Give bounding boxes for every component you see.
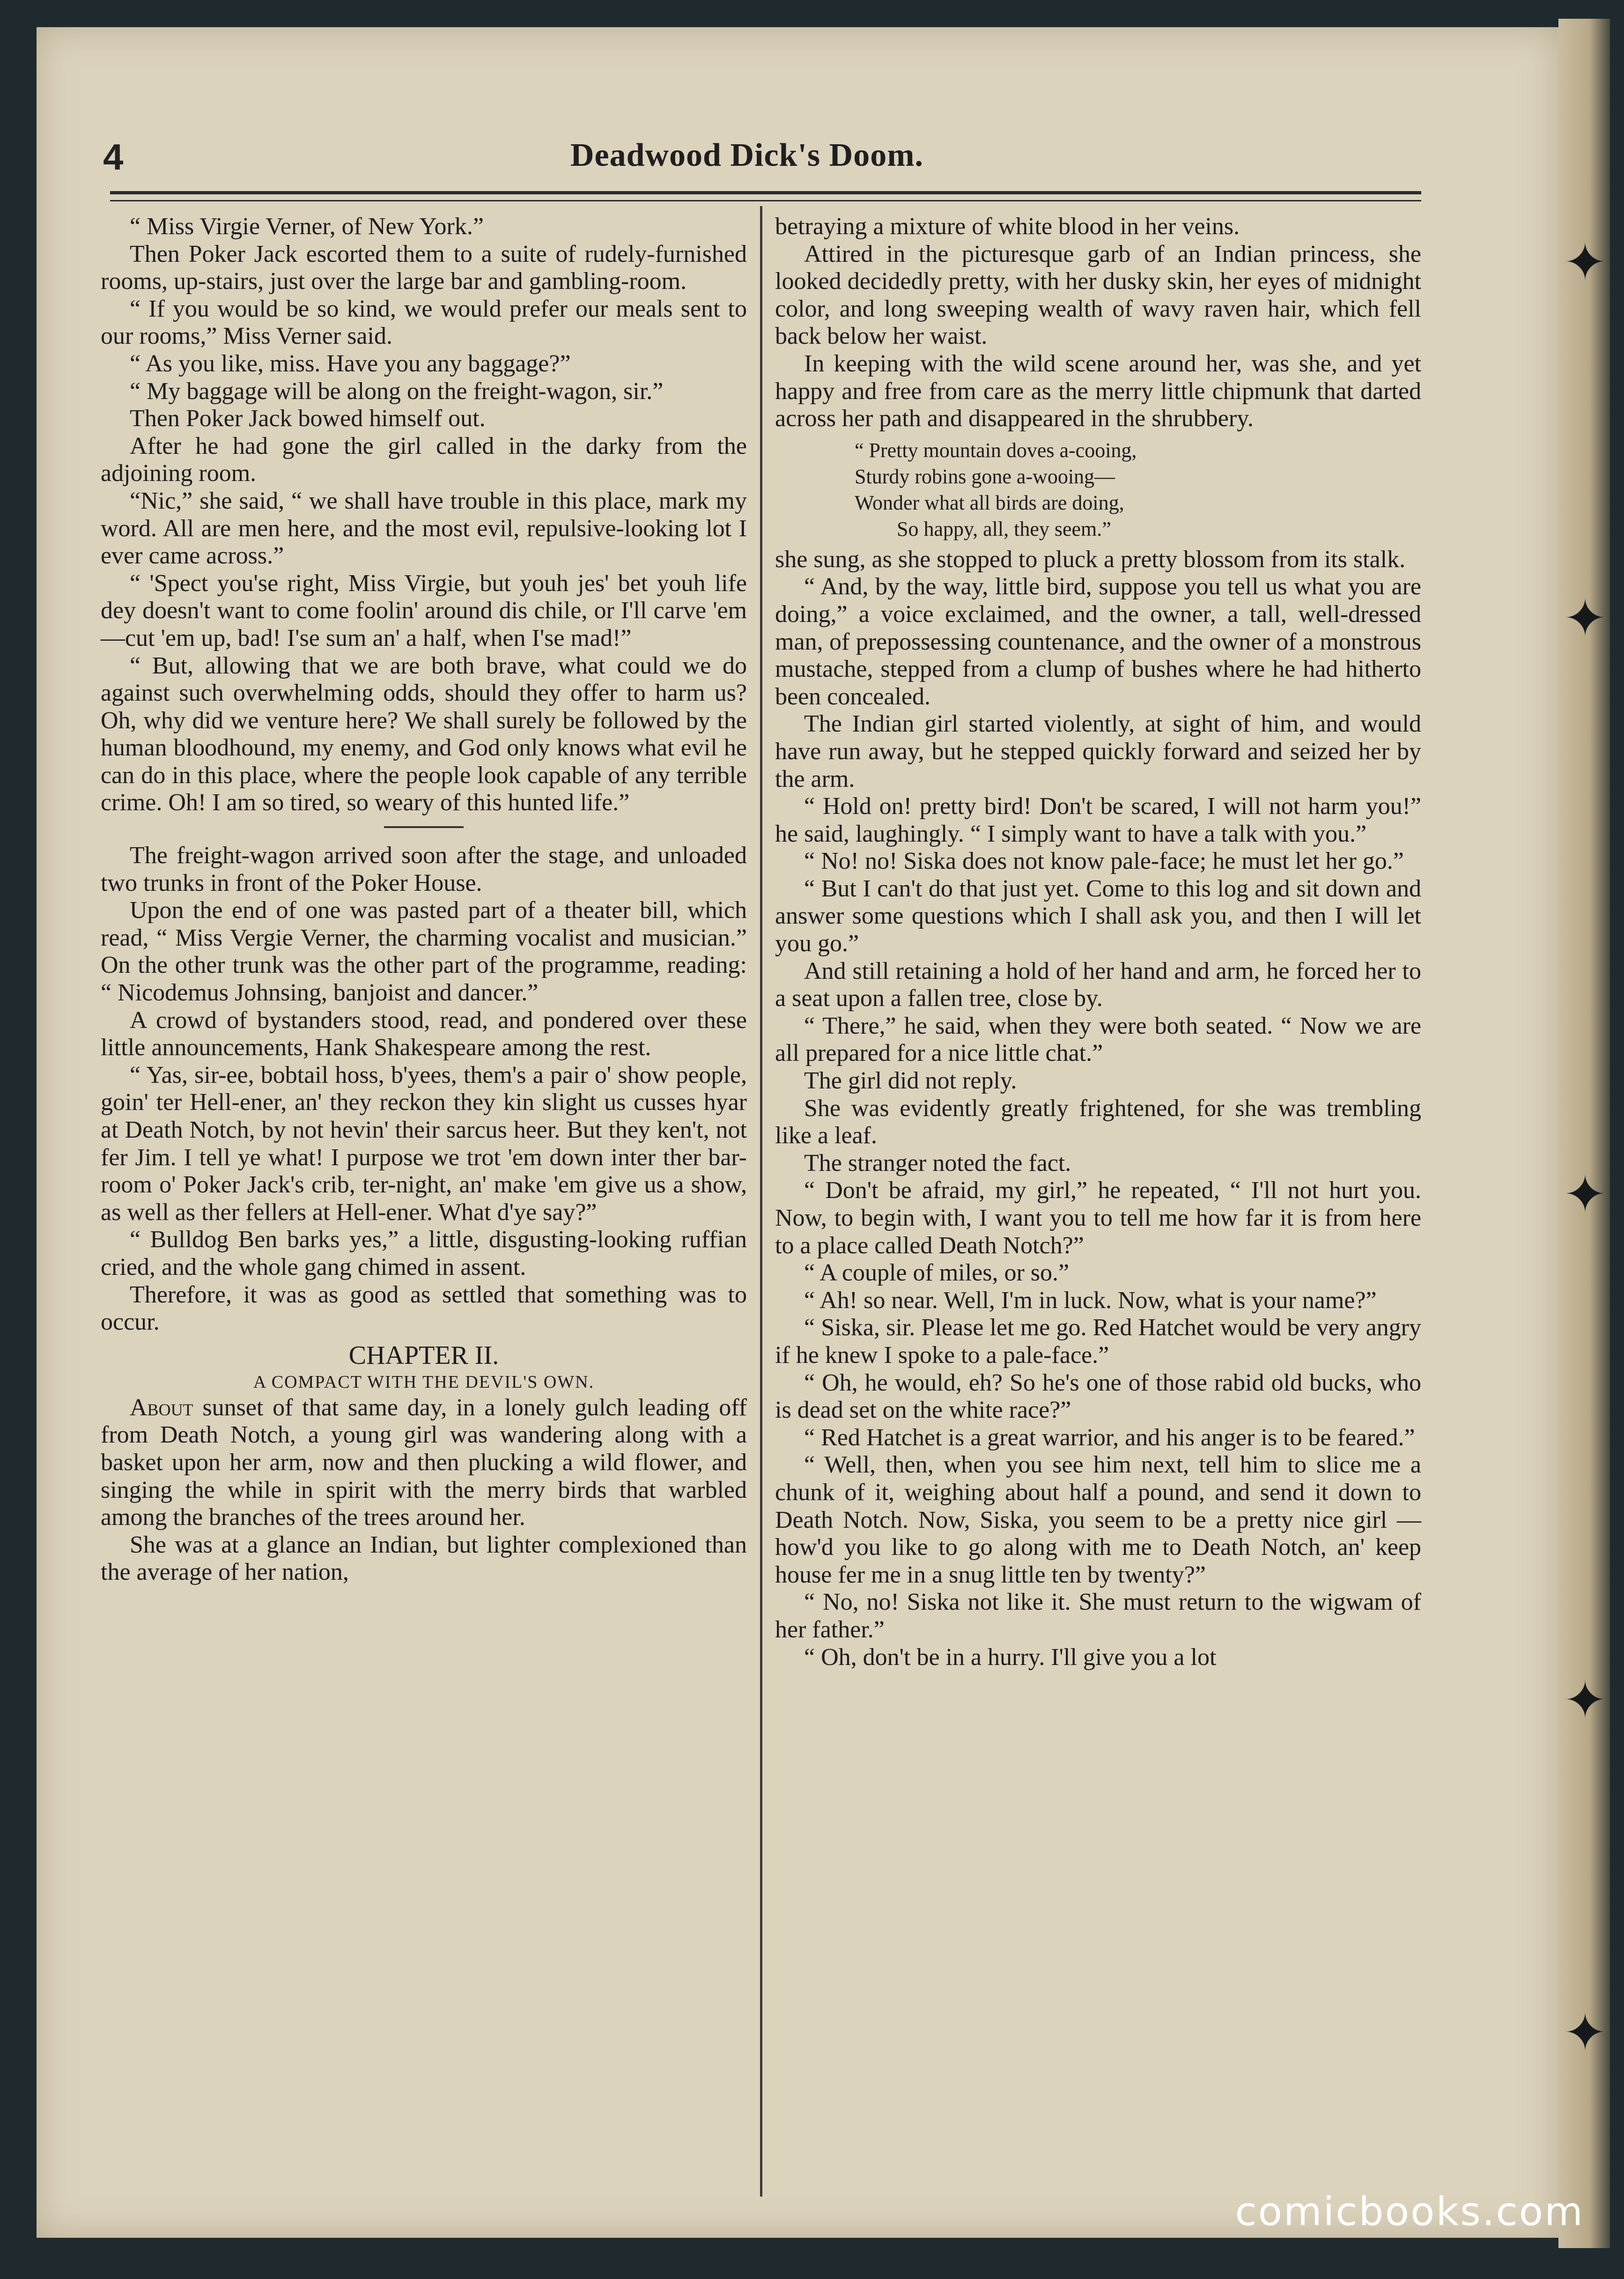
paragraph: “ My baggage will be along on the freight-wagon, sir.” <box>130 377 664 405</box>
paragraph: “ As you like, miss. Have you any baggage?” <box>130 350 571 377</box>
paragraph: After he had gone the girl called in the darky from the adjoining room. <box>101 432 747 487</box>
binding-stitch: ✦ <box>1563 2003 1607 2063</box>
binding-stitch: ✦ <box>1563 232 1607 292</box>
binding-stitch: ✦ <box>1563 588 1607 648</box>
watermark: comicbooks.com <box>1235 2189 1584 2235</box>
paragraph: “ If you would be so kind, we would prefer our meals sent to our rooms,” Miss Verner said. <box>101 295 747 350</box>
paragraph-text: sunset of that same day, in a lonely gulch leading off from Death Notch, a young girl was wandering along with a basket upon her arm, now and then plucking a wild flower, and singing the while in spirit with the merry birds that warbled among the branches of the trees around her. <box>101 1394 747 1531</box>
verse-line: So happy, all, they seem.” <box>897 517 1111 540</box>
lead-word: About <box>130 1394 193 1421</box>
paragraph: “ But I can't do that just yet. Come to this log and sit down and answer some questions which I shall ask you, and then I will let you go.” <box>775 875 1421 957</box>
song-verse <box>855 437 1421 542</box>
paragraph: Then Poker Jack escorted them to a suite of rudely-furnished rooms, up-stairs, just over the large bar and gambling-room. <box>101 240 747 295</box>
verse-line: Sturdy robins gone a-wooing— <box>855 465 1115 488</box>
right-column <box>775 213 1421 1671</box>
page-number: 4 <box>103 136 124 178</box>
paragraph: The stranger noted the fact. <box>804 1149 1071 1176</box>
paragraph: “ Red Hatchet is a great warrior, and his anger is to be feared.” <box>804 1424 1415 1451</box>
paragraph: Therefore, it was as good as settled that something was to occur. <box>101 1281 747 1336</box>
paragraph: “ Oh, he would, eh? So he's one of those rabid old bucks, who is dead set on the white race?” <box>775 1369 1421 1424</box>
paragraph: betraying a mixture of white blood in her veins. <box>775 213 1240 240</box>
paragraph: “ 'Spect you'se right, Miss Virgie, but youh jes' bet youh life dey doesn't want to come foolin' around dis chile, or I'll carve 'em—cut 'em up, bad! I'se sum an' a half, when I'se mad!” <box>101 570 747 651</box>
page-header <box>70 126 1424 183</box>
left-column <box>101 213 747 1586</box>
paragraph: “ Don't be afraid, my girl,” he repeated, “ I'll not hurt you. Now, to begin with, I want you to tell me how far it is from here to a place called Death Notch?” <box>775 1177 1421 1259</box>
page-spine <box>1558 19 1610 2248</box>
paragraph: Then Poker Jack bowed himself out. <box>130 405 486 432</box>
paragraph: The girl did not reply. <box>804 1067 1017 1095</box>
paragraph: “ Well, then, when you see him next, tell him to slice me a chunk of it, weighing about half a pound, and send it down to Death Notch. Now, Siska, you seem to be a pretty nice girl —how'd you like to go along with me to Death Notch, an' keep house fer me in a snug little ten by twenty?” <box>775 1451 1421 1588</box>
chapter-opening-paragraph <box>101 1394 747 1532</box>
header-rule <box>110 191 1421 201</box>
paragraph: “ A couple of miles, or so.” <box>804 1259 1070 1287</box>
paragraph: “ Yas, sir-ee, bobtail hoss, b'yees, them's a pair o' show people, goin' ter Hell-ener, an' they reckon they kin slight us cusses hyar at Death Notch, by not hevin' their sarcus heer. But they ken't, not fer Jim. I tell ye what! I purpose we trot 'em down inter ther bar-room o' Poker Jack's crib, ter-night, an' make 'em give us a show, as well as ther fellers at Hell-ener. What d'ye say?” <box>101 1061 747 1226</box>
paragraph: “ There,” he said, when they were both seated. “ Now we are all prepared for a nice little chat.” <box>775 1012 1421 1067</box>
verse-line: “ Pretty mountain doves a-cooing, <box>855 438 1137 462</box>
paragraph: “ Ah! so near. Well, I'm in luck. Now, what is your name?” <box>804 1287 1377 1314</box>
paragraph: “ Siska, sir. Please let me go. Red Hatchet would be very angry if he knew I spoke to a pale-face.” <box>775 1314 1421 1369</box>
paragraph: “ Hold on! pretty bird! Don't be scared, I will not harm you!” he said, laughingly. “ I simply want to have a talk with you.” <box>775 793 1421 847</box>
paragraph: she sung, as she stopped to pluck a pretty blossom from its stalk. <box>775 546 1406 573</box>
paragraph: She was evidently greatly frightened, for she was trembling like a leaf. <box>775 1095 1421 1149</box>
binding-stitch: ✦ <box>1563 1670 1607 1730</box>
paragraph: “ But, allowing that we are both brave, what could we do against such overwhelming odds, should they offer to harm us? Oh, why did we venture here? We shall surely be followed by the human bloodhound, my enemy, and God only knows what evil he can do in this place, where the people look capable of any terrible crime. Oh! I am so tired, so weary of this hunted life.” <box>101 652 747 816</box>
chapter-subtitle: A COMPACT WITH THE DEVIL'S OWN. <box>253 1372 595 1392</box>
paragraph: She was at a glance an Indian, but lighter complexioned than the average of her nation, <box>101 1531 747 1586</box>
binding-stitch: ✦ <box>1563 1164 1607 1224</box>
paragraph: “ Bulldog Ben barks yes,” a little, disgusting-looking ruffian cried, and the whole gang chimed in assent. <box>101 1226 747 1280</box>
paragraph: “ Oh, don't be in a hurry. I'll give you a lot <box>804 1643 1217 1671</box>
section-separator <box>384 826 464 828</box>
paragraph: “ And, by the way, little bird, suppose you tell us what you are doing,” a voice exclaimed, and the owner, a tall, well-dressed man, of prepossessing countenance, and the owner of a monstrous mustache, stepped from a clump of bushes where he had hitherto been concealed. <box>775 573 1421 710</box>
paragraph: “Nic,” she said, “ we shall have trouble in this place, mark my word. All are men here, and the most evil, repulsive-looking lot I ever came across.” <box>101 487 747 570</box>
chapter-title: CHAPTER II. <box>348 1340 499 1370</box>
paragraph: A crowd of bystanders stood, read, and pondered over these little announcements, Hank Shakespeare among the rest. <box>101 1006 747 1061</box>
paragraph: In keeping with the wild scene around her, was she, and yet happy and free from care as the merry little chipmunk that darted across her path and disappeared in the shrubbery. <box>775 350 1421 432</box>
running-title: Deadwood Dick's Doom. <box>570 137 924 173</box>
paragraph: “ No, no! Siska not like it. She must return to the wigwam of her father.” <box>775 1589 1421 1643</box>
paragraph: And still retaining a hold of her hand and arm, he forced her to a seat upon a fallen tree, close by. <box>775 957 1421 1012</box>
paragraph: The Indian girl started violently, at sight of him, and would have run away, but he stepped quickly forward and seized her by the arm. <box>775 710 1421 792</box>
column-divider <box>760 206 762 2197</box>
paragraph: “ Miss Virgie Verner, of New York.” <box>130 213 484 240</box>
paragraph: Attired in the picturesque garb of an Indian princess, she looked decidedly pretty, with her dusky skin, her eyes of midnight color, and long sweeping wealth of wavy raven hair, which fell back below her waist. <box>775 240 1421 350</box>
paragraph: The freight-wagon arrived soon after the stage, and unloaded two trunks in front of the Poker House. <box>101 842 747 896</box>
paragraph: Upon the end of one was pasted part of a theater bill, which read, “ Miss Vergie Verner, the charming vocalist and musician.” On the other trunk was the other part of the programme, reading: “ Nicodemus Johnsing, banjoist and dancer.” <box>101 897 747 1006</box>
verse-line: Wonder what all birds are doing, <box>855 491 1124 514</box>
paragraph: “ No! no! Siska does not know pale-face; he must let her go.” <box>804 848 1404 875</box>
